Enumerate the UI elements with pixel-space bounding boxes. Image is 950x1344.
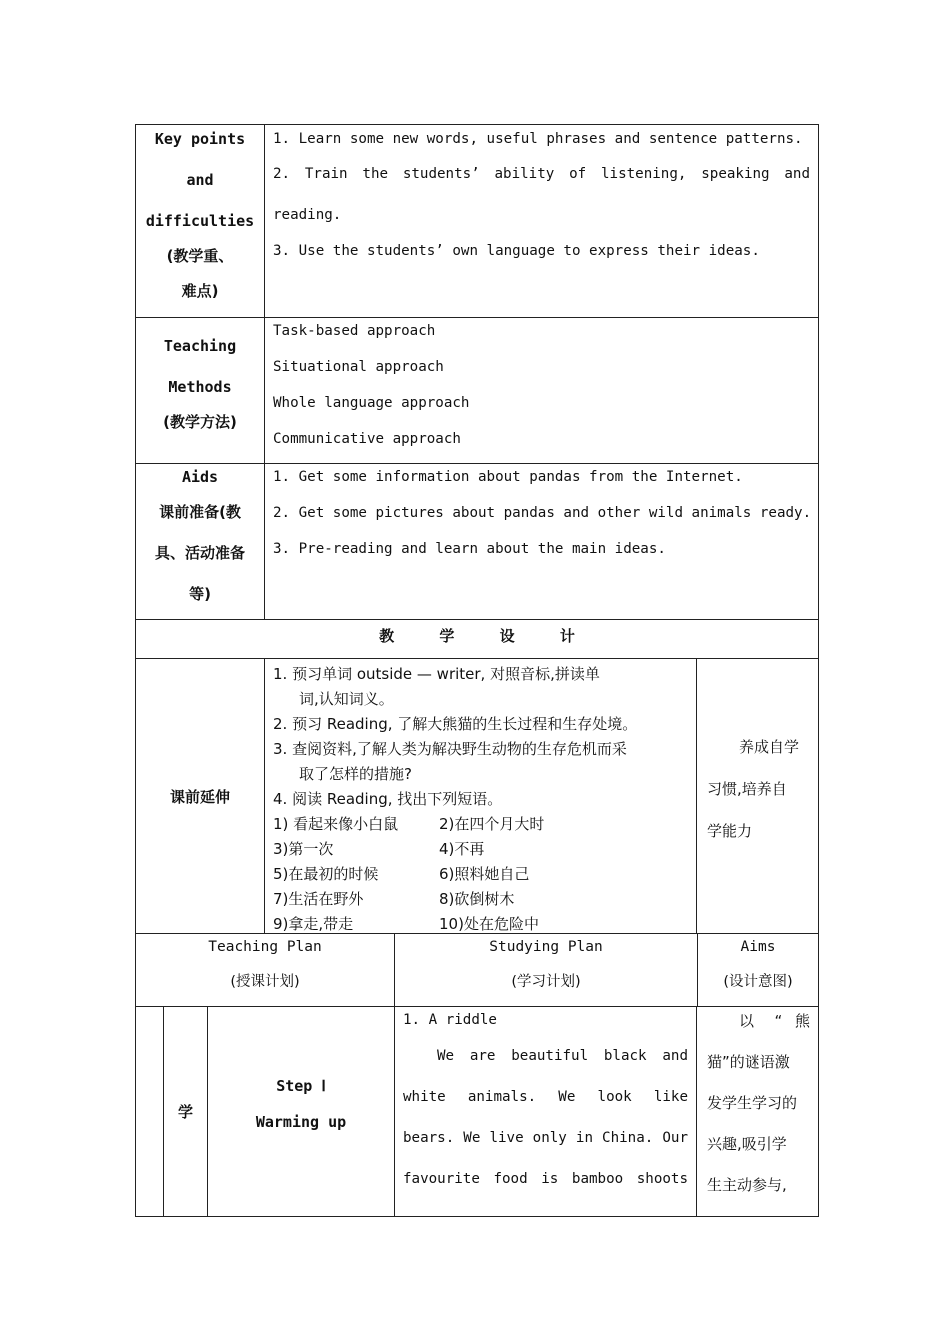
label-line: Teaching — [163, 337, 237, 355]
preview-content — [265, 659, 697, 933]
phrase: 9)拿走,带走 — [273, 915, 354, 933]
design-heading-row — [135, 619, 819, 658]
list-item: 1. Learn some new words, useful phrases and sentence patterns. — [273, 131, 803, 147]
key-points-content — [265, 125, 818, 317]
list-item: 4. 阅读 Reading, 找出下列短语。 — [273, 790, 503, 808]
plan-header-row — [135, 933, 819, 1006]
list-item: Whole language approach — [273, 395, 470, 411]
label-line: (教学方法) — [163, 413, 237, 431]
lesson-plan-table — [135, 124, 819, 1217]
teaching-plan-header — [136, 934, 395, 1006]
header-line: (设计意图) — [723, 974, 793, 990]
preview-row — [135, 658, 819, 933]
studying-plan-header — [395, 934, 698, 1006]
aim-line: 生主动参与, — [707, 1176, 787, 1194]
riddle-line: We are beautiful black and — [437, 1048, 688, 1064]
list-item: 1. 预习单词 outside — writer, 对照音标,拼读单 — [273, 665, 600, 683]
aims-header — [698, 934, 818, 1006]
riddle-line: bears. We live only in China. Our — [403, 1130, 688, 1146]
list-item: 2. Train the students’ ability of listening, speaking and — [273, 166, 810, 182]
phrase: 6)照料她自己 — [439, 865, 530, 883]
phrase: 8)砍倒树木 — [439, 890, 515, 908]
header-line: Aims — [740, 939, 776, 955]
aids-content — [265, 464, 819, 619]
aim-line: 习惯,培养自 — [707, 780, 787, 798]
header-line: (学习计划) — [511, 974, 581, 990]
teaching-methods-row — [135, 317, 819, 463]
aim-line: 养成自学 — [739, 738, 800, 756]
list-item: 1. Get some information about pandas from the Internet. — [273, 469, 743, 485]
phrase-row — [273, 837, 688, 862]
phrase-row — [273, 887, 688, 912]
phrase-row — [273, 862, 688, 887]
aim-line: 学能力 — [707, 822, 753, 840]
list-item: 2. 预习 Reading, 了解大熊猫的生长过程和生存处境。 — [273, 715, 638, 733]
riddle-line: white animals. We look like — [403, 1089, 688, 1105]
key-points-row — [135, 124, 819, 317]
step-subtitle: Warming up — [255, 1113, 347, 1131]
label-line: difficulties — [145, 212, 255, 230]
riddle-title: 1. A riddle — [403, 1012, 497, 1028]
phrase: 10)处在危险中 — [439, 915, 539, 933]
step-studying-cell — [395, 1007, 697, 1216]
side-label-cell — [164, 1007, 208, 1216]
label-line: 具、活动准备 — [154, 544, 245, 562]
key-points-label — [136, 125, 265, 317]
list-item: Situational approach — [273, 359, 444, 375]
list-item: 词,认知词义。 — [299, 690, 394, 708]
label-line: 等) — [189, 585, 211, 603]
preview-label-text: 课前延伸 — [169, 787, 230, 806]
phrase: 1) 看起来像小白鼠 — [273, 815, 399, 833]
label-line: 难点) — [181, 282, 219, 300]
label-line: (教学重、 — [166, 247, 234, 265]
teaching-methods-content — [265, 318, 818, 463]
aids-label — [136, 464, 265, 619]
preview-label — [136, 659, 265, 933]
aim-line: 以 “ 熊 — [739, 1012, 810, 1030]
header-line: Teaching Plan — [208, 939, 322, 955]
header-line: (授课计划) — [230, 974, 300, 990]
list-item: 3. Use the students’ own language to express their ideas. — [273, 243, 760, 259]
list-item: Communicative approach — [273, 431, 461, 447]
list-item: 3. 查阅资料,了解人类为解决野生动物的生存危机而采 — [273, 740, 627, 758]
phrase: 2)在四个月大时 — [439, 815, 545, 833]
aim-line: 发学生学习的 — [707, 1094, 798, 1112]
step1-row — [135, 1006, 819, 1217]
list-item: reading. — [273, 207, 342, 223]
preview-aims — [697, 659, 818, 933]
teaching-methods-label — [136, 318, 265, 463]
label-line: Aids — [181, 468, 219, 486]
step-aims-cell — [697, 1007, 818, 1216]
list-item: 取了怎样的措施? — [299, 765, 412, 783]
aim-line: 兴趣,吸引学 — [707, 1135, 787, 1153]
header-line: Studying Plan — [489, 939, 603, 955]
step-title: Step Ⅰ — [276, 1077, 326, 1095]
list-item: 3. Pre-reading and learn about the main ideas. — [273, 541, 666, 557]
label-line: Key points — [154, 130, 246, 148]
design-heading: 教 学 设 计 — [379, 627, 595, 645]
phrase: 3)第一次 — [273, 840, 334, 858]
phrase-row — [273, 812, 688, 837]
phrase: 4)不再 — [439, 840, 485, 858]
label-line: 课前准备(教 — [159, 503, 241, 521]
margin-column — [136, 1007, 164, 1216]
list-item: 2. Get some pictures about pandas and other wild animals ready. — [273, 505, 812, 521]
phrase: 5)在最初的时候 — [273, 865, 379, 883]
label-line: Methods — [168, 378, 232, 396]
label-line: and — [186, 171, 214, 189]
phrase: 7)生活在野外 — [273, 890, 364, 908]
riddle-line: favourite food is bamboo shoots — [403, 1171, 688, 1187]
aids-row — [135, 463, 819, 619]
aim-line: 猫”的谜语激 — [707, 1053, 790, 1071]
side-label: 学 — [177, 1103, 193, 1121]
list-item: Task-based approach — [273, 323, 436, 339]
step-title-cell — [208, 1007, 395, 1216]
